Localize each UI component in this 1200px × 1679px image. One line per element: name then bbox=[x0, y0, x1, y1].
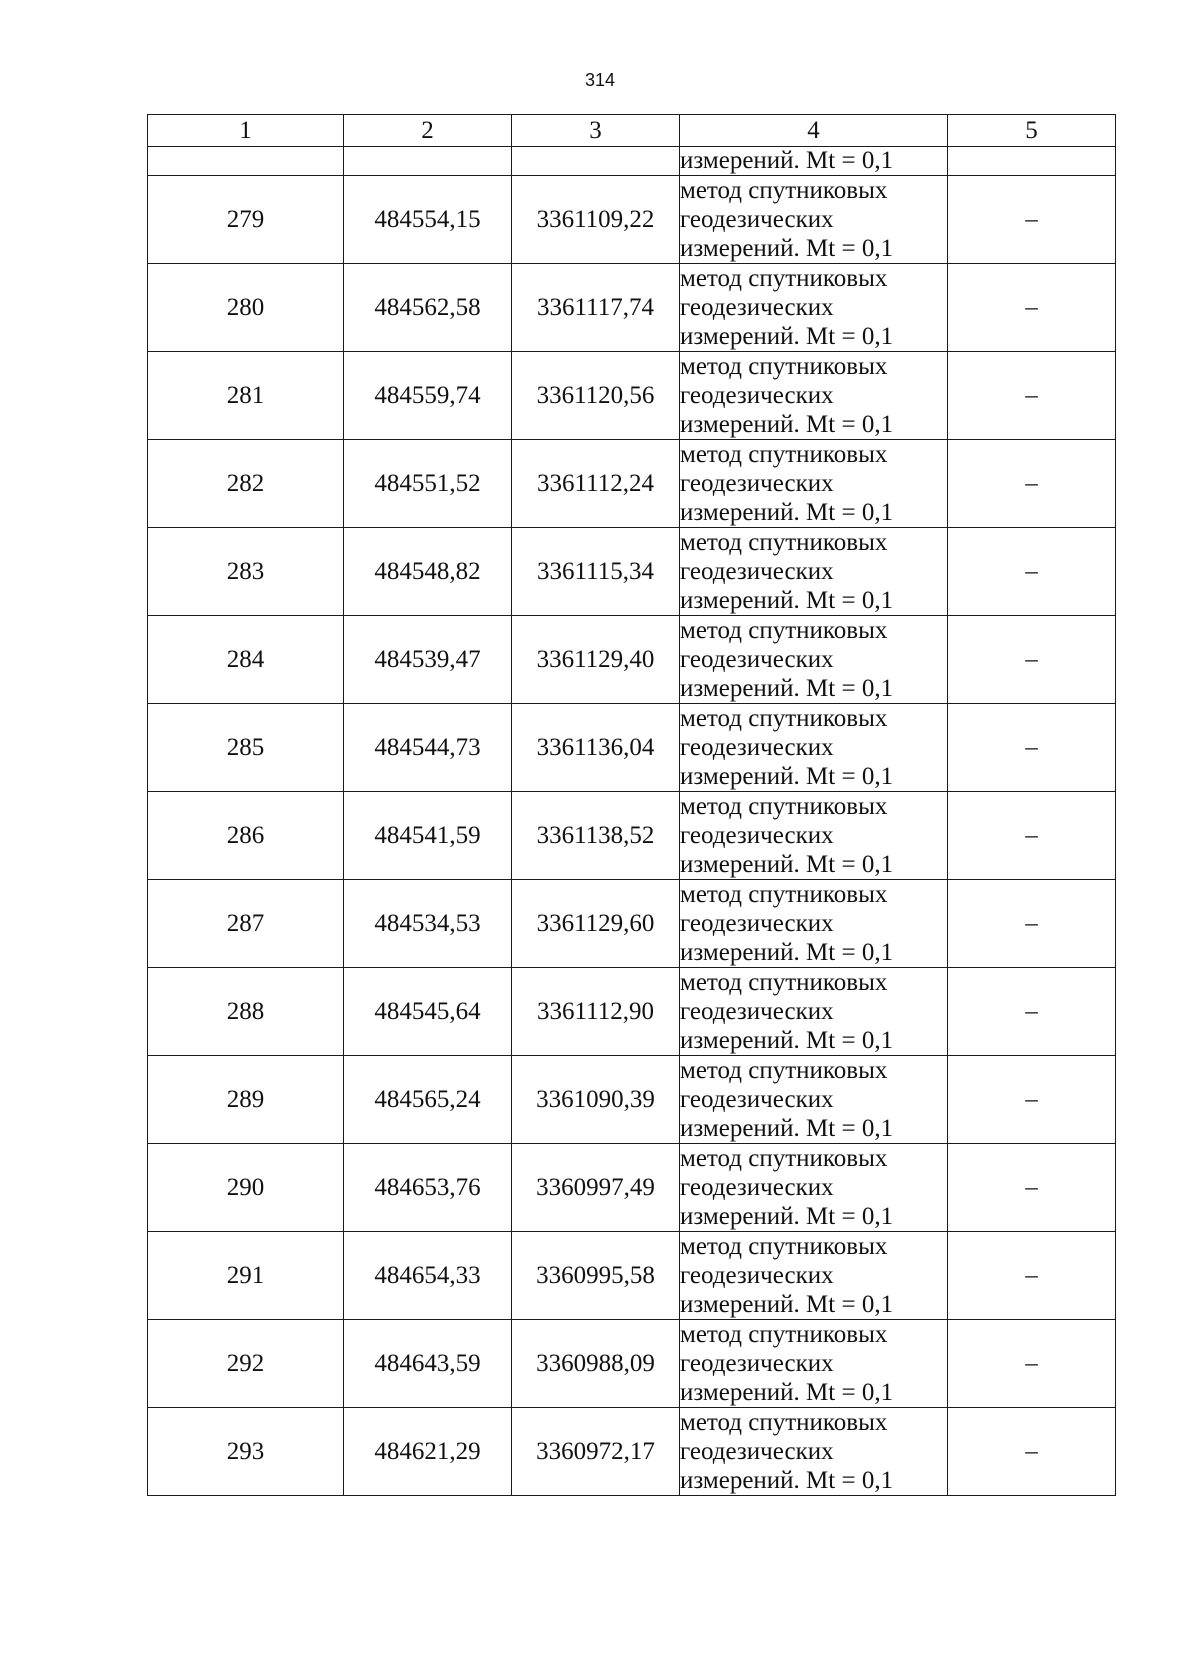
method-text-line: измерений. Mt = 0,1 bbox=[680, 1379, 894, 1406]
method-text-line: измерений. Mt = 0,1 bbox=[680, 1467, 894, 1494]
method-text-line: геодезических bbox=[680, 1438, 834, 1465]
method-text-line: геодезических bbox=[680, 734, 834, 761]
method-cell bbox=[680, 1320, 948, 1408]
method-text-line: метод спутниковых bbox=[680, 1233, 888, 1260]
x-coordinate-cell: 484548,82 bbox=[344, 528, 512, 616]
table-row bbox=[148, 1320, 1116, 1408]
column-header-1: 1 bbox=[148, 115, 344, 147]
point-number-cell: 282 bbox=[148, 440, 344, 528]
method-text-line: метод спутниковых bbox=[680, 1057, 888, 1084]
table-header-row bbox=[148, 115, 1116, 147]
note-cell: – bbox=[948, 352, 1116, 440]
x-coordinate-cell: 484643,59 bbox=[344, 1320, 512, 1408]
continuation-cell-2 bbox=[344, 147, 512, 176]
method-text-line: геодезических bbox=[680, 470, 834, 497]
method-text-line: геодезических bbox=[680, 998, 834, 1025]
method-text-line: метод спутниковых bbox=[680, 353, 888, 380]
x-coordinate-cell: 484534,53 bbox=[344, 880, 512, 968]
table-row bbox=[148, 352, 1116, 440]
x-coordinate-cell: 484654,33 bbox=[344, 1232, 512, 1320]
y-coordinate-cell: 3361138,52 bbox=[512, 792, 680, 880]
y-coordinate-cell: 3361136,04 bbox=[512, 704, 680, 792]
method-cell bbox=[680, 792, 948, 880]
method-text-line: геодезических bbox=[680, 1086, 834, 1113]
point-number-cell: 281 bbox=[148, 352, 344, 440]
method-text-line: измерений. Mt = 0,1 bbox=[680, 1203, 894, 1230]
method-cell bbox=[680, 704, 948, 792]
note-cell: – bbox=[948, 616, 1116, 704]
method-cell bbox=[680, 968, 948, 1056]
point-number-cell: 288 bbox=[148, 968, 344, 1056]
table-row bbox=[148, 880, 1116, 968]
table-row bbox=[148, 704, 1116, 792]
x-coordinate-cell: 484539,47 bbox=[344, 616, 512, 704]
note-cell: – bbox=[948, 1056, 1116, 1144]
x-coordinate-cell: 484653,76 bbox=[344, 1144, 512, 1232]
method-cell bbox=[680, 264, 948, 352]
continuation-cell-3 bbox=[512, 147, 680, 176]
table-row bbox=[148, 1408, 1116, 1496]
note-cell: – bbox=[948, 968, 1116, 1056]
note-cell: – bbox=[948, 704, 1116, 792]
continuation-cell-5 bbox=[948, 147, 1116, 176]
method-text-line: метод спутниковых bbox=[680, 881, 888, 908]
point-number-cell: 293 bbox=[148, 1408, 344, 1496]
method-text-line: измерений. Mt = 0,1 bbox=[680, 323, 894, 350]
point-number-cell: 284 bbox=[148, 616, 344, 704]
x-coordinate-cell: 484544,73 bbox=[344, 704, 512, 792]
method-text-line: геодезических bbox=[680, 1262, 834, 1289]
method-cell bbox=[680, 528, 948, 616]
point-number-cell: 289 bbox=[148, 1056, 344, 1144]
x-coordinate-cell: 484554,15 bbox=[344, 176, 512, 264]
method-text-line: геодезических bbox=[680, 822, 834, 849]
note-cell: – bbox=[948, 176, 1116, 264]
method-text-line: метод спутниковых bbox=[680, 617, 888, 644]
y-coordinate-cell: 3360997,49 bbox=[512, 1144, 680, 1232]
table-row bbox=[148, 528, 1116, 616]
method-text-line: метод спутниковых bbox=[680, 1321, 888, 1348]
table-row bbox=[148, 616, 1116, 704]
method-text-line: метод спутниковых bbox=[680, 441, 888, 468]
method-cell bbox=[680, 1144, 948, 1232]
note-cell: – bbox=[948, 264, 1116, 352]
table-row bbox=[148, 968, 1116, 1056]
method-text-line: измерений. Mt = 0,1 bbox=[680, 939, 894, 966]
y-coordinate-cell: 3360972,17 bbox=[512, 1408, 680, 1496]
table-row bbox=[148, 1144, 1116, 1232]
column-header-2: 2 bbox=[344, 115, 512, 147]
method-text-line: метод спутниковых bbox=[680, 793, 888, 820]
point-number-cell: 286 bbox=[148, 792, 344, 880]
column-header-4: 4 bbox=[680, 115, 948, 147]
y-coordinate-cell: 3361112,90 bbox=[512, 968, 680, 1056]
x-coordinate-cell: 484562,58 bbox=[344, 264, 512, 352]
x-coordinate-cell: 484551,52 bbox=[344, 440, 512, 528]
method-text-line: измерений. Mt = 0,1 bbox=[680, 851, 894, 878]
method-cell bbox=[680, 1232, 948, 1320]
point-number-cell: 291 bbox=[148, 1232, 344, 1320]
point-number-cell: 280 bbox=[148, 264, 344, 352]
column-header-3: 3 bbox=[512, 115, 680, 147]
table-row bbox=[148, 1056, 1116, 1144]
note-cell: – bbox=[948, 528, 1116, 616]
method-text-line: измерений. Mt = 0,1 bbox=[680, 235, 894, 262]
continuation-method-text: измерений. Mt = 0,1 bbox=[680, 147, 948, 176]
x-coordinate-cell: 484559,74 bbox=[344, 352, 512, 440]
method-text-line: метод спутниковых bbox=[680, 177, 888, 204]
method-text-line: измерений. Mt = 0,1 bbox=[680, 1115, 894, 1142]
y-coordinate-cell: 3361120,56 bbox=[512, 352, 680, 440]
method-text-line: измерений. Mt = 0,1 bbox=[680, 411, 894, 438]
column-header-5: 5 bbox=[948, 115, 1116, 147]
y-coordinate-cell: 3361115,34 bbox=[512, 528, 680, 616]
x-coordinate-cell: 484545,64 bbox=[344, 968, 512, 1056]
x-coordinate-cell: 484565,24 bbox=[344, 1056, 512, 1144]
y-coordinate-cell: 3361117,74 bbox=[512, 264, 680, 352]
method-text-line: геодезических bbox=[680, 294, 834, 321]
y-coordinate-cell: 3360988,09 bbox=[512, 1320, 680, 1408]
method-cell bbox=[680, 352, 948, 440]
note-cell: – bbox=[948, 440, 1116, 528]
method-text-line: метод спутниковых bbox=[680, 1145, 888, 1172]
note-cell: – bbox=[948, 1320, 1116, 1408]
method-text-line: измерений. Mt = 0,1 bbox=[680, 1027, 894, 1054]
page-number: 314 bbox=[584, 70, 616, 90]
method-text-line: измерений. Mt = 0,1 bbox=[680, 763, 894, 790]
y-coordinate-cell: 3361090,39 bbox=[512, 1056, 680, 1144]
method-cell bbox=[680, 1056, 948, 1144]
method-text-line: геодезических bbox=[680, 1350, 834, 1377]
point-number-cell: 290 bbox=[148, 1144, 344, 1232]
point-number-cell: 292 bbox=[148, 1320, 344, 1408]
y-coordinate-cell: 3361109,22 bbox=[512, 176, 680, 264]
method-text-line: измерений. Mt = 0,1 bbox=[680, 675, 894, 702]
method-text-line: геодезических bbox=[680, 382, 834, 409]
method-cell bbox=[680, 176, 948, 264]
note-cell: – bbox=[948, 792, 1116, 880]
y-coordinate-cell: 3360995,58 bbox=[512, 1232, 680, 1320]
method-text-line: геодезических bbox=[680, 646, 834, 673]
table-row bbox=[148, 792, 1116, 880]
method-text-line: метод спутниковых bbox=[680, 969, 888, 996]
note-cell: – bbox=[948, 1408, 1116, 1496]
method-cell bbox=[680, 440, 948, 528]
note-cell: – bbox=[948, 880, 1116, 968]
method-text-line: измерений. Mt = 0,1 bbox=[680, 499, 894, 526]
method-cell bbox=[680, 880, 948, 968]
point-number-cell: 279 bbox=[148, 176, 344, 264]
method-text-line: метод спутниковых bbox=[680, 529, 888, 556]
x-coordinate-cell: 484541,59 bbox=[344, 792, 512, 880]
method-text-line: метод спутниковых bbox=[680, 705, 888, 732]
method-text-line: геодезических bbox=[680, 910, 834, 937]
method-text-line: метод спутниковых bbox=[680, 265, 888, 292]
method-text-line: геодезических bbox=[680, 1174, 834, 1201]
y-coordinate-cell: 3361129,60 bbox=[512, 880, 680, 968]
point-number-cell: 283 bbox=[148, 528, 344, 616]
method-cell bbox=[680, 1408, 948, 1496]
y-coordinate-cell: 3361129,40 bbox=[512, 616, 680, 704]
point-number-cell: 287 bbox=[148, 880, 344, 968]
coordinates-table bbox=[147, 114, 1116, 1496]
point-number-cell: 285 bbox=[148, 704, 344, 792]
continuation-row bbox=[148, 147, 1116, 176]
continuation-cell-1 bbox=[148, 147, 344, 176]
method-text-line: метод спутниковых bbox=[680, 1409, 888, 1436]
method-text-line: измерений. Mt = 0,1 bbox=[680, 1291, 894, 1318]
table-row bbox=[148, 1232, 1116, 1320]
table-row bbox=[148, 440, 1116, 528]
method-text-line: геодезических bbox=[680, 558, 834, 585]
method-cell bbox=[680, 616, 948, 704]
note-cell: – bbox=[948, 1232, 1116, 1320]
table-row bbox=[148, 264, 1116, 352]
method-text-line: геодезических bbox=[680, 206, 834, 233]
table-row bbox=[148, 176, 1116, 264]
x-coordinate-cell: 484621,29 bbox=[344, 1408, 512, 1496]
note-cell: – bbox=[948, 1144, 1116, 1232]
y-coordinate-cell: 3361112,24 bbox=[512, 440, 680, 528]
method-text-line: измерений. Mt = 0,1 bbox=[680, 587, 894, 614]
